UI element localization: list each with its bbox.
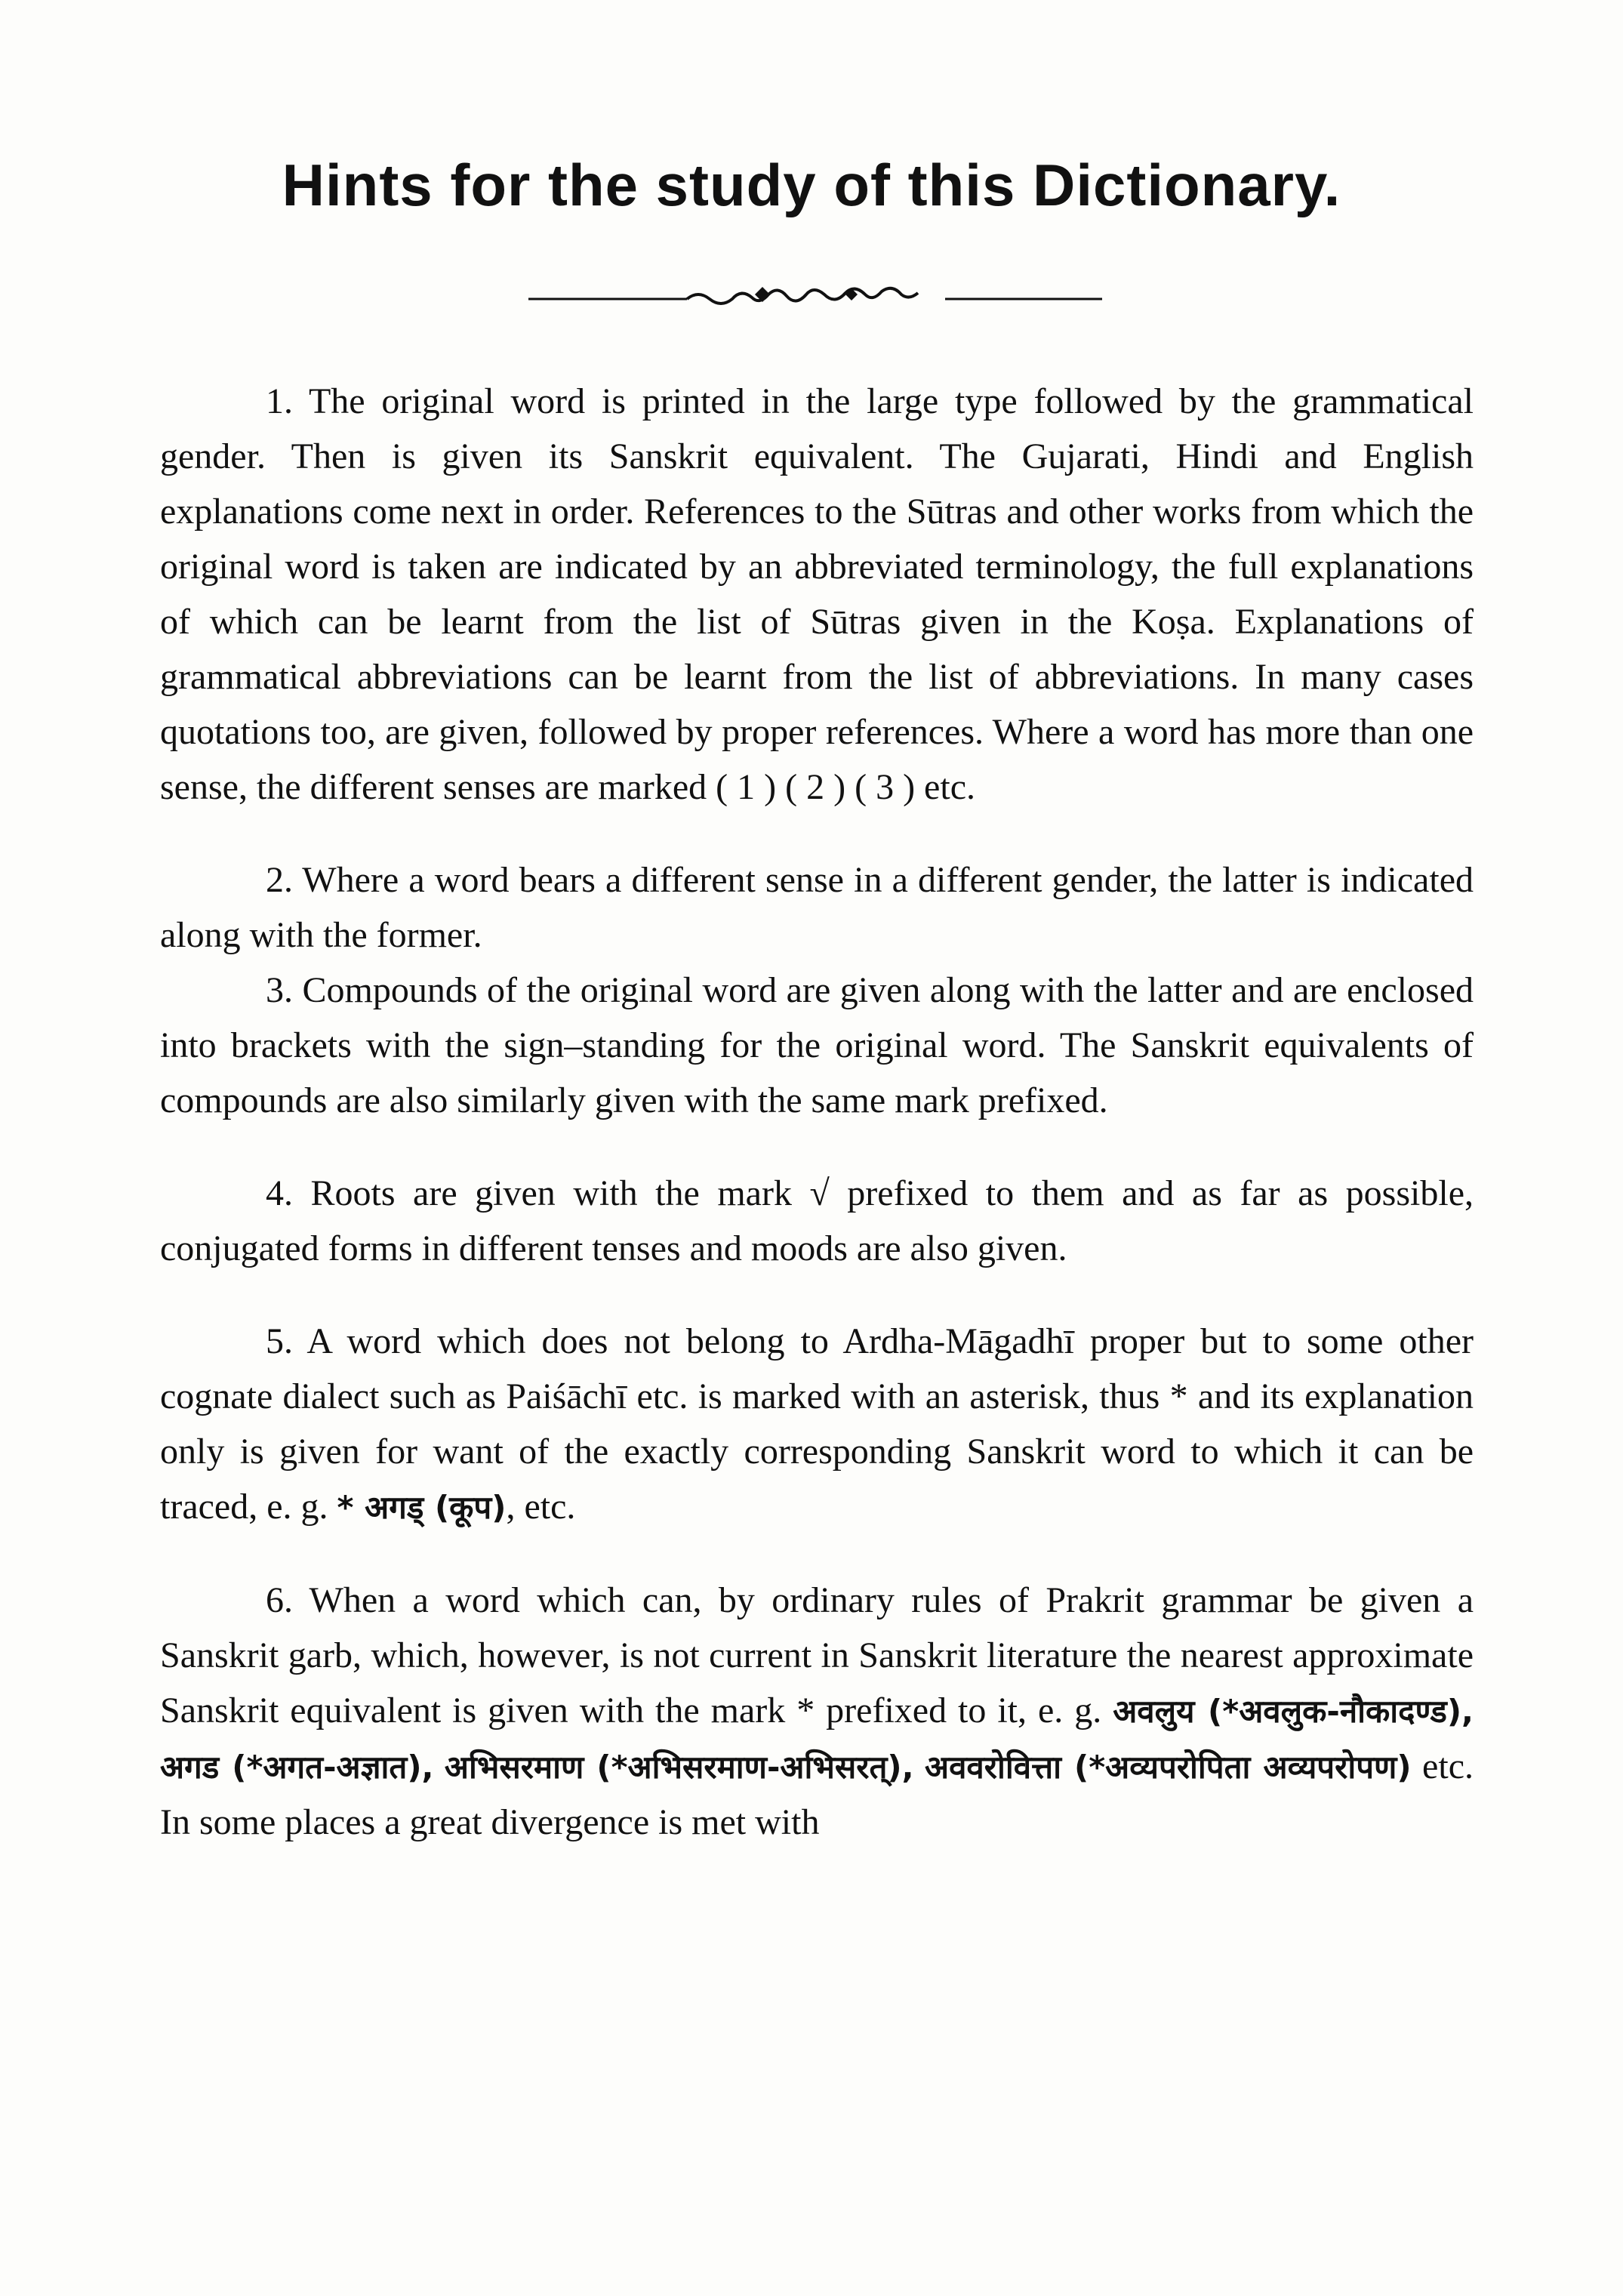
- paragraph-number: 5.: [266, 1321, 293, 1361]
- paragraph-1: [160, 374, 1474, 815]
- paragraph-3: [160, 963, 1474, 1128]
- paragraph-text: Roots are given with the mark √ prefixed to them and as far as possible, conjugated forms in different tenses and moods are also given.: [160, 1173, 1474, 1268]
- paragraph-text: The original word is printed in the large type followed by the grammatical gender. Then is given its Sanskrit equivalent. The Gujarati, Hindi and English explanations come next in order. References to the Sūtras and other works from which the original word is taken are indicated by an abbreviated terminology, the full explanations of which can be learnt from the list of Sūtras given in the Koṣa. Explanations of grammatical abbreviations can be learnt from the list of abbreviations. In many cases quotations too, are given, followed by proper references. Where a word has more than one sense, the different senses are marked ( 1 ) ( 2 ) ( 3 ) etc.: [160, 381, 1474, 807]
- paragraph-number: 1.: [266, 381, 293, 421]
- paragraph-number: 6.: [266, 1580, 293, 1620]
- paragraph-text: A word which does not belong to Ardha-Māgadhī proper but to some other cognate dialect such as Paiśāchī etc. is marked with an asterisk, thus * and its explanation only is given for want of the exactly corresponding Sanskrit word to which it can be traced,: [160, 1321, 1474, 1527]
- example-devanagari-2: अगड (*अगत-अज्ञात),: [160, 1749, 434, 1786]
- paragraph-number: 2.: [266, 860, 293, 900]
- paragraph-5: [160, 1314, 1474, 1535]
- paragraph-4: [160, 1166, 1474, 1276]
- example-devanagari: * अगड् (कूप): [337, 1489, 507, 1526]
- example-devanagari-3: अभिसरमाण (*अभिसरमाण-अभिसरत्),: [444, 1749, 914, 1786]
- paragraph-number: 3.: [266, 970, 293, 1010]
- hints-body: [160, 374, 1474, 1850]
- example-suffix: , etc.: [506, 1487, 576, 1527]
- paragraph-2: [160, 852, 1474, 963]
- paragraph-text: When a word which can, by ordinary rules of Prakrit grammar be given a Sanskrit garb, which, however, is not current in Sanskrit literature the nearest approximate Sanskrit equivalent is given with the mark * prefixed to it, e. g.: [160, 1580, 1474, 1730]
- paragraph-text: Compounds of the original word are given along with the latter and are enclosed into brackets with the sign–standing for the original word. The Sanskrit equivalents of compounds are also similarly given with the same mark prefixed.: [160, 970, 1474, 1120]
- example-prefix: e. g.: [266, 1487, 328, 1527]
- paragraph-number: 4.: [266, 1173, 293, 1213]
- paragraph-6: [160, 1573, 1474, 1850]
- decorative-divider: [528, 276, 1102, 322]
- page-title: Hints for the study of this Dictionary.: [282, 152, 1341, 218]
- paragraph-text: Where a word bears a different sense in a different gender, the latter is indicated along with the former.: [160, 860, 1474, 955]
- example-devanagari-1: अवलुय (*अवलुक-नौकादण्ड),: [1113, 1693, 1474, 1730]
- example-devanagari-4: अववरोवित्ता (*अव्यपरोपिता अव्यपरोपण): [924, 1749, 1412, 1786]
- paragraph-tail: etc. In some places a great divergence is met with: [160, 1746, 1474, 1842]
